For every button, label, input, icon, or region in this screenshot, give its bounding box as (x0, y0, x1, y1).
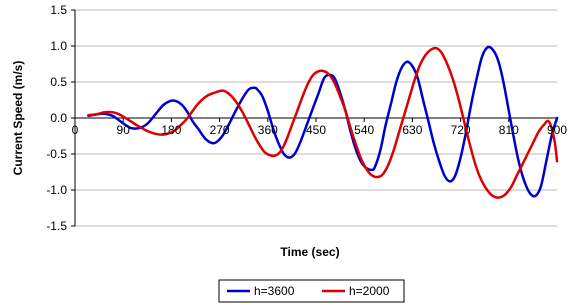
y-tick-label: 1.5 (50, 3, 67, 17)
legend-label-h2000: h=2000 (349, 284, 390, 298)
legend-label-h3600: h=3600 (254, 284, 295, 298)
x-axis-title: Time (sec) (280, 245, 340, 259)
series-line-h3600 (88, 47, 557, 196)
x-tick-label: 0 (71, 123, 79, 137)
y-tick-label: 0.0 (50, 111, 67, 125)
x-tick-label: 720 (450, 123, 471, 137)
y-tick-label: -0.5 (46, 147, 67, 161)
x-tick-label: 810 (498, 123, 519, 137)
x-tick-label: 540 (354, 123, 375, 137)
y-tick-label: -1.5 (46, 219, 67, 233)
x-tick-label: 630 (402, 123, 423, 137)
x-tick-label: 360 (257, 123, 278, 137)
y-tick-label: -1.0 (46, 183, 67, 197)
x-tick-label: 270 (209, 123, 230, 137)
y-tick-label: 1.0 (50, 39, 67, 53)
y-axis-title: Current Speed (m/s) (11, 60, 25, 176)
x-tick-label: 450 (305, 123, 327, 137)
y-tick-labels (46, 3, 67, 233)
y-tick-label: 0.5 (50, 75, 67, 89)
x-tick-label: 900 (546, 123, 568, 137)
axes (71, 10, 557, 226)
legend (219, 280, 404, 302)
x-tick-label: 180 (161, 123, 182, 137)
x-tick-label: 90 (116, 123, 130, 137)
